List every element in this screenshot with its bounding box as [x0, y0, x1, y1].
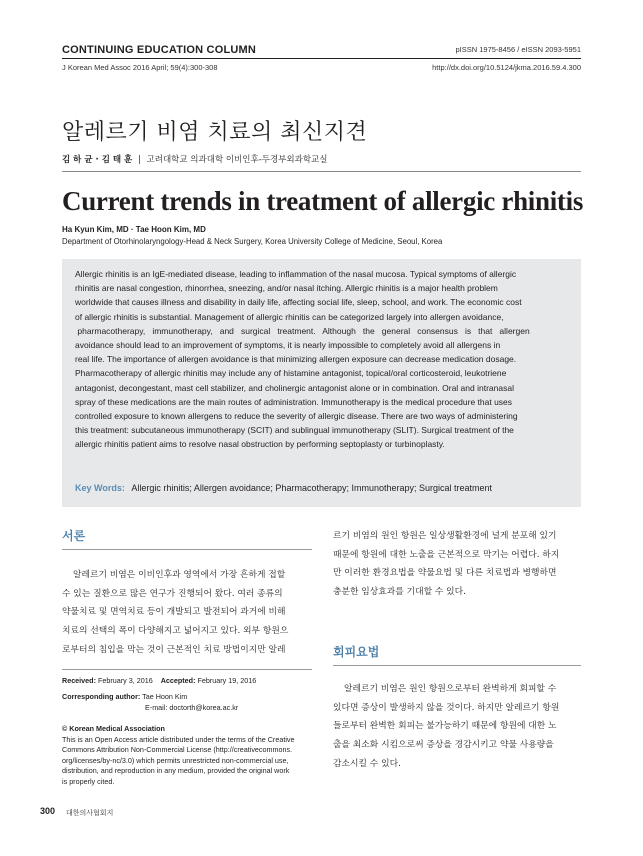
intro-paragraph	[62, 566, 312, 660]
intro-paragraph-continued	[333, 527, 581, 602]
avoidance-line: 있다면 증상이 발생하지 않을 것이다. 하지만 알레르기 항원	[333, 702, 560, 713]
copyright: © Korean Medical Association	[62, 724, 165, 733]
intro-cont-line: 때문에 항원에 대한 노출을 근본적으로 막기는 어렵다. 하지	[333, 549, 560, 560]
intro-line: 약물치료 및 면역치료 등이 개발되고 발전되어 과거에 비해	[62, 607, 286, 618]
corr-name: Tae Hoon Kim	[142, 692, 188, 701]
abstract-line: allergic rhinitis patient aims to resolve nasal obstruction by performing septoplasty or turbinoplasty.	[75, 439, 445, 450]
license-line: This is an Open Access article distributed under the terms of the Creative	[62, 734, 295, 744]
received-label: Received:	[62, 676, 96, 685]
license-line: is properly cited.	[62, 776, 115, 786]
heading-introduction: 서론	[62, 529, 86, 543]
abstract-text	[75, 267, 567, 452]
article-meta	[62, 676, 322, 687]
abstract-line: of allergic rhinitis is substantial. Management of allergic rhinitis can be categorized largely into allergen avoidance,	[75, 311, 504, 322]
section-label: CONTINUING EDUCATION COLUMN	[62, 44, 257, 56]
corresponding-block	[62, 692, 322, 713]
abstract-line: Pharmacotherapy of allergic rhinitis may include any of histamine antagonist, topical/oral corticosteroid, leukotriene	[75, 368, 507, 379]
abstract-line: pharmacotherapy, immunotherapy, and surgical treatment. Although the general consensus is that allergen	[75, 325, 530, 336]
journal-name: 대한의사협회지	[66, 809, 114, 817]
abstract-line: Allergic rhinitis is an IgE-mediated disease, leading to inflammation of the nasal mucosa. Typical symptoms of allergic	[75, 269, 517, 279]
accepted-label: Accepted:	[160, 676, 196, 685]
title-rule	[62, 171, 581, 172]
doi-link[interactable]: http://dx.doi.org/10.5124/jkma.2016.59.4.300	[432, 63, 581, 72]
title-english: Current trends in treatment of allergic rhinitis	[62, 186, 584, 216]
keywords	[75, 483, 492, 493]
authors-korean: 김 하 균 · 김 태 훈 | 고려대학교 의과대학 이비인후-두경부외과학교실	[62, 155, 328, 165]
intro-cont-line: 르기 비염의 원인 항원은 일상생활환경에 널게 분포해 있기	[333, 531, 557, 541]
heading-rule	[333, 665, 581, 666]
corr-email[interactable]: E-mail: doctorth@korea.ac.kr	[145, 702, 239, 712]
license-block	[62, 724, 322, 787]
meta-rule	[62, 669, 312, 670]
license-line: Commons Attribution Non-Commercial License (http://creativecommons.	[62, 745, 293, 754]
abstract-line: real life. The importance of allergen avoidance is that minimizing allergen exposure can decrease medication dosage.	[75, 354, 517, 365]
intro-line: 치료의 선택의 폭이 다양해지고 넓어지고 있다. 외부 항원으	[62, 626, 289, 637]
keywords-list: Allergic rhinitis; Allergen avoidance; Pharmacotherapy; Immunotherapy; Surgical treatment	[131, 483, 493, 493]
avoidance-paragraph	[333, 680, 581, 774]
intro-cont-line: 만 이러한 환경요법을 약물요법 및 다른 치료법과 병행하면	[333, 568, 557, 579]
authors-korean-affiliation: 고려대학교 의과대학 이비인후-두경부외과학교실	[146, 155, 328, 165]
page-number: 300	[40, 806, 56, 816]
corr-label: Corresponding author:	[62, 692, 141, 701]
abstract-line: controlled exposure to known allergens to reduce the severity of allergic disease. There are two ways of administering	[75, 411, 518, 422]
citation: J Korean Med Assoc 2016 April; 59(4):300-308	[62, 63, 218, 72]
abstract-line: avoidance should lead to an improvement of symptoms, it is nearly impossible to completely avoid all allergens in	[75, 340, 501, 351]
avoidance-line: 출을 최소화 시킴으로써 증상을 경감시키고 약물 사용량을	[333, 740, 554, 751]
header-rule	[62, 58, 581, 59]
authors-korean-names: 김 하 균 · 김 태 훈	[62, 155, 133, 165]
avoidance-line: 들로부터 완벽한 회피는 불가능하기 때문에 항원에 대한 노	[333, 721, 557, 732]
affiliation-english: Department of Otorhinolaryngology-Head & Neck Surgery, Korea University College of Medicine, Seoul, Korea	[62, 237, 443, 246]
abstract-box	[62, 259, 581, 507]
abstract-line: this treatment: subcutaneous immunotherapy (SCIT) and sublingual immunotherapy (SLIT). Surgical treatment of the	[75, 425, 514, 436]
heading-rule	[62, 549, 312, 550]
abstract-line: rhinitis are nasal congestion, rhinorrhea, sneezing, and/or nasal itching. Allergic rhinitis is a major health problem	[75, 283, 498, 294]
authors-english: Ha Kyun Kim, MD · Tae Hoon Kim, MD	[62, 225, 206, 234]
heading-avoidance: 회피요법	[333, 645, 380, 659]
accepted-date: February 19, 2016	[197, 676, 257, 685]
intro-line: 수 있는 질환으로 많은 연구가 진행되어 왔다. 여러 종류의	[62, 588, 283, 599]
license-line: distribution, and reproduction in any medium, provided the original work	[62, 766, 290, 775]
avoidance-line: 알레르기 비염은 원인 항원으로부터 완벽하게 회피할 수	[344, 684, 557, 694]
abstract-line: spray of these medications are the main routes of administration. Immunotherapy is the medical procedure that uses	[75, 396, 513, 407]
avoidance-line: 감소시킬 수 있다.	[333, 758, 401, 769]
received-date: February 3, 2016	[97, 676, 153, 685]
abstract-line: worldwide that causes illness and disability in daily life, affecting social life, sleep, school, and work. The economic cost	[75, 297, 522, 308]
issn: pISSN 1975-8456 / eISSN 2093-5951	[455, 45, 581, 54]
intro-line: 로부터의 침입을 막는 것이 근본적인 치료 방법이지만 알레	[62, 644, 286, 655]
license-line: org/licenses/by-nc/3.0) which permits unrestricted non-commercial use,	[62, 755, 289, 765]
intro-line: 알레르기 비염은 이비인후과 영역에서 가장 흔하게 접할	[73, 570, 286, 580]
abstract-line: antagonist, decongestant, mast cell stabilizer, and cholinergic antagonist alone or in combination. Oral and intranasal	[75, 382, 514, 393]
keywords-label: Key Words:	[75, 483, 125, 493]
intro-cont-line: 충분한 임상효과를 기대할 수 있다.	[333, 587, 466, 598]
title-korean: 알레르기 비염 치료의 최신지견	[62, 120, 368, 145]
